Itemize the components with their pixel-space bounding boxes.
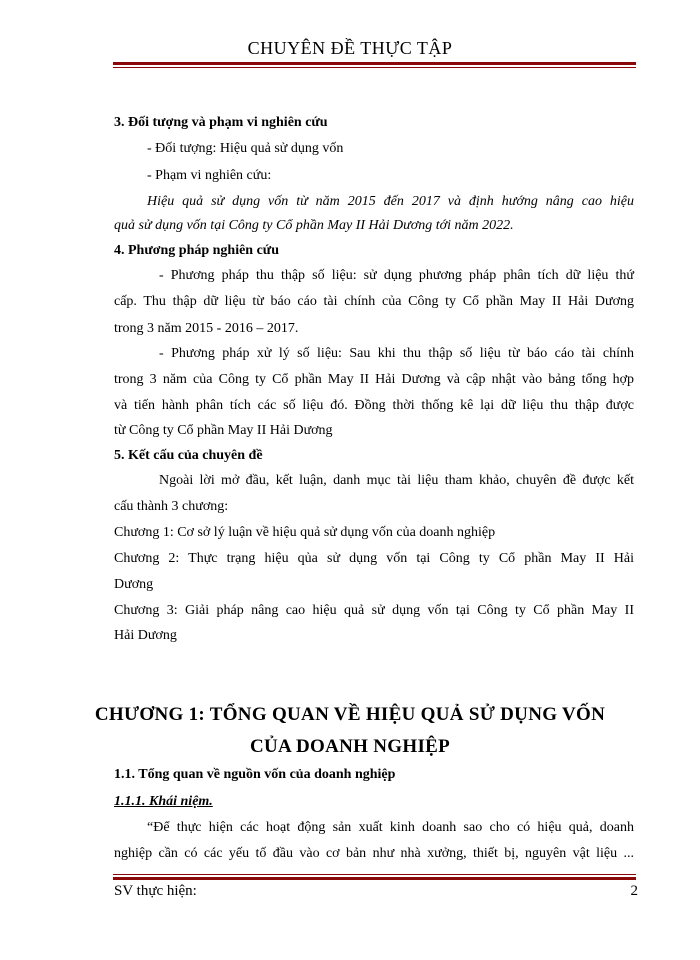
section-3-scope-line-2: quả sử dụng vốn tại Công ty Cổ phần May II Hải Dương tới năm 2022. xyxy=(114,218,514,233)
section-5-chapter-2-line-2: Dương xyxy=(114,577,154,592)
section-3-heading: 3. Đối tượng và phạm vi nghiên cứu xyxy=(114,115,328,130)
section-3-scope-line-1: Hiệu quả sử dụng vốn từ năm 2015 đến 2017 và định hướng nâng cao hiệu xyxy=(147,194,634,209)
footer-rule-thin xyxy=(113,874,636,875)
section-4-p2-line-2: trong 3 năm của Công ty Cổ phần May II Hải Dương và cập nhật vào bảng tổng hợp xyxy=(114,372,634,387)
section-3-item-scope: - Phạm vi nghiên cứu: xyxy=(147,168,272,183)
section-4-p1-line-1: - Phương pháp thu thập số liệu: sử dụng phương pháp phân tích dữ liệu thứ xyxy=(159,268,634,283)
section-5-intro-line-1: Ngoài lời mở đầu, kết luận, danh mục tài liệu tham khảo, chuyên đề được kết xyxy=(159,473,634,488)
section-4-p1-line-2: cấp. Thu thập dữ liệu từ báo cáo tài chính của Công ty Cổ phần May II Hải Dương xyxy=(114,294,634,309)
footer-student-label: SV thực hiện: xyxy=(114,883,197,899)
subsection-1-1-heading: 1.1. Tổng quan về nguồn vốn của doanh nghiệp xyxy=(114,767,396,782)
section-4-p2-line-3: và tiến hành phân tích các số liệu đó. Đồng thời thống kê lại dữ liệu thu thập được xyxy=(114,398,634,413)
subsection-1-1-1-heading: 1.1.1. Khái niệm. xyxy=(114,794,213,809)
header-rule-thick xyxy=(113,62,636,65)
section-4-heading: 4. Phương pháp nghiên cứu xyxy=(114,243,279,258)
section-5-chapter-1: Chương 1: Cơ sở lý luận về hiệu quả sử dụng vốn của doanh nghiệp xyxy=(114,525,496,540)
footer-rule-thick xyxy=(113,877,636,880)
section-4-p1-line-3: trong 3 năm 2015 - 2016 – 2017. xyxy=(114,321,299,336)
section-4-p2-line-4: từ Công ty Cổ phần May II Hải Dương xyxy=(114,423,333,438)
page-number: 2 xyxy=(630,883,638,899)
section-5-chapter-3-line-1: Chương 3: Giải pháp nâng cao hiệu quả sử dụng vốn tại Công ty Cổ phần May II xyxy=(114,603,634,618)
page-header-title: CHUYÊN ĐỀ THỰC TẬP xyxy=(247,38,453,58)
section-5-intro-line-2: cấu thành 3 chương: xyxy=(114,499,229,514)
section-3-item-object: - Đối tượng: Hiệu quả sử dụng vốn xyxy=(147,141,344,156)
section-5-chapter-2-line-1: Chương 2: Thực trạng hiệu qủa sử dụng vốn tại Công ty Cổ phần May II Hải xyxy=(114,551,634,566)
section-5-heading: 5. Kết cấu của chuyên đề xyxy=(114,448,263,463)
chapter-title-line-2: CỦA DOANH NGHIỆP xyxy=(249,736,451,757)
section-4-p2-line-1: - Phương pháp xử lý số liệu: Sau khi thu thập số liệu từ báo cáo tài chính xyxy=(159,346,634,361)
chapter-title-line-1: CHƯƠNG 1: TỔNG QUAN VỀ HIỆU QUẢ SỬ DỤNG VỐN xyxy=(94,704,606,725)
concept-paragraph-line-1: “Để thực hiện các hoạt động sản xuất kinh doanh sao cho có hiệu quả, doanh xyxy=(147,820,634,835)
header-rule-thin xyxy=(113,67,636,68)
section-5-chapter-3-line-2: Hải Dương xyxy=(114,628,177,643)
concept-paragraph-line-2: nghiệp cần có các yếu tố đầu vào cơ bản như nhà xưởng, thiết bị, nguyên vật liệu ... xyxy=(114,846,634,861)
